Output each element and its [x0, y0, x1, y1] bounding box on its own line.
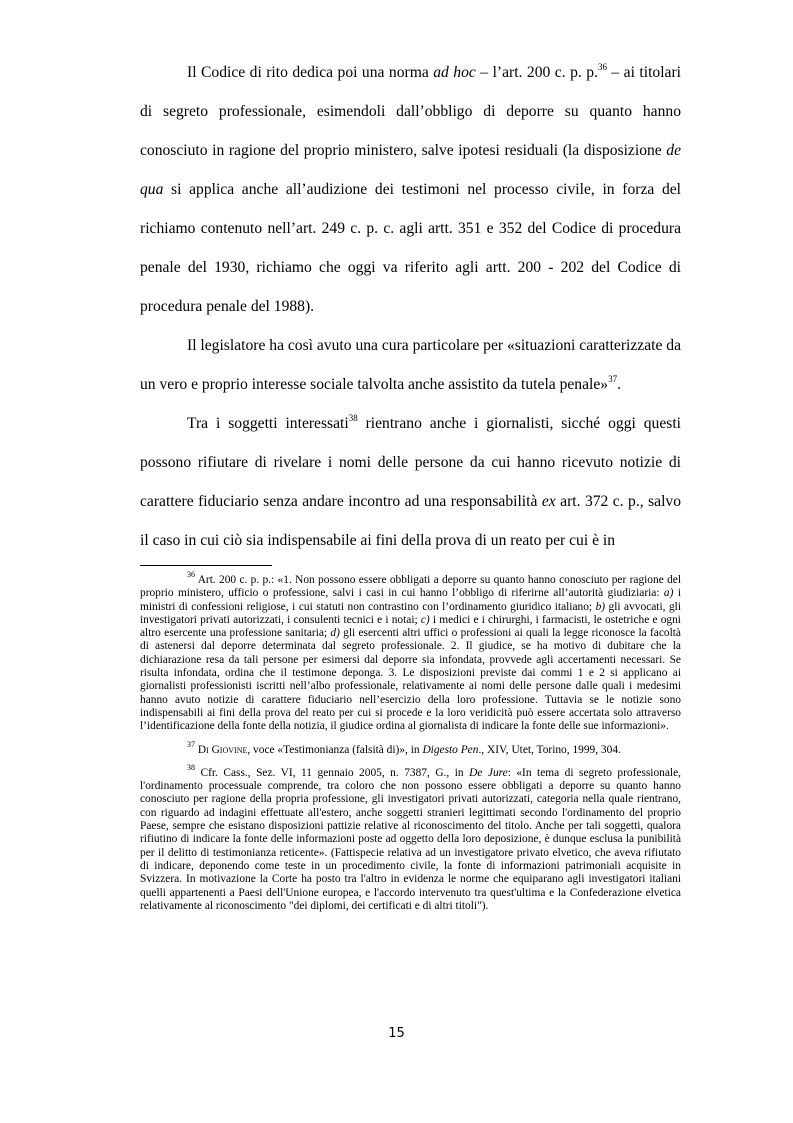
page-number: 15	[388, 1026, 405, 1041]
footnote-38: $^{38}$ Cfr. Cass., Sez. VI, 11 gennaio 2005, n. 7387, G., in De Jure: «In tema di segreto professionale, l'ordinamento processuale comprende, tra coloro che non possono essere obbligati a deporre su quanto hanno conosciuto per ragione della propria professione, gli investigatori privati autorizzati, categoria nella quale rientrano, con riguardo ad indagini effettuate all'estero, anche soggetti stranieri legittimati secondo l'ordinamento del proprio Paese, sempre che esistano disposizioni pattizie relative al riconoscimento del titolo. Anche per tali soggetti, qualora rifiutino di indicare la fonte delle informazioni poste ad oggetto della loro deposizione, è dunque esclusa la punibilità per il delitto di testimonianza reticente». (Fattispecie relativa ad un investigatore privato elvetico, che aveva rifiutato di indicare, deponendo come teste in un procedimento civile, la fonte di informazioni patrimoniali acquisite in Svizzera. In motivazione la Corte ha posto tra l'altro in evidenza le norme che equiparano agli investigatori italiani quelli appartenenti a Paesi dell'Unione europea, e l'accordo intervenuto tra quest'ultima e la Confederazione elvetica relativamente al riconoscimento "dei diplomi, dei certificati e di altri titoli").	[140, 763, 681, 912]
footnote-ref-36[interactable]: 36	[597, 61, 607, 72]
footnote-number: 37	[187, 739, 195, 749]
footnote-number: 36	[187, 570, 195, 580]
footnote-37: $^{37}$ Di Giovine, voce «Testimonianza (falsità di)», in Digesto Pen., XIV, Utet, Torino, 1999, 304.	[187, 739, 621, 756]
footnotes	[140, 570, 681, 923]
footnote-separator	[140, 565, 272, 566]
body-text	[140, 53, 681, 560]
footnote-number: 38	[187, 763, 195, 773]
paragraph-art-200: Il Codice di rito dedica poi una norma ad hoc – l’art. 200 c. p. p.$^{36}$ – ai titolari di segreto professionale, esimendoli dall’obbligo di deporre su quanto hanno conosciuto in ragione del proprio ministero, salve ipotesi residuali (la disposizione de qua si applica anche all’audizione dei testimoni nel processo civile, in forza del richiamo contenuto nell’art. 249 c. p. c. agli artt. 351 e 352 del Codice di procedura penale del 1930, richiamo che oggi va riferito agli artt. 200 - 202 del Codice di procedura penale del 1988).	[140, 61, 681, 315]
author-name: Di Giovine	[195, 743, 248, 756]
footnote-ref-38[interactable]: 38	[348, 412, 358, 423]
paragraph-giornalisti: Tra i soggetti interessati$^{38}$ rientrano anche i giornalisti, sicché oggi questi possono rifiutare di rivelare i nomi delle persone da cui hanno ricevuto notizie di carattere fiduciario senza andare incontro ad una responsabilità ex art. 372 c. p., salvo il caso in cui ciò sia indispensabile ai fini della prova di un reato per cui è in	[140, 412, 682, 549]
paragraph-legislatore: Il legislatore ha così avuto una cura particolare per «situazioni caratterizzate da un vero e proprio interesse sociale talvolta anche assistito da tutela penale»$^{37}$.	[140, 337, 681, 393]
footnote-ref-37[interactable]: 37	[608, 373, 618, 384]
footnote-36: $^{36}$ Art. 200 c. p. p.: «1. Non possono essere obbligati a deporre su quanto hanno conosciuto per ragione del proprio ministero, ufficio o professione, salvi i casi in cui hanno l’obbligo di riferirne all’autorità giudiziaria: a) i ministri di confessioni religiose, i cui statuti non contrastino con l’ordinamento giuridico italiano; b) gli avvocati, gli investigatori privati autorizzati, i consulenti tecnici e i notai; c) i medici e i chirurghi, i farmacisti, le ostetriche e ogni altro esercente una professione sanitaria; d) gli esercenti altri uffici o professioni ai quali la legge riconosce la facoltà di astenersi dal deporre determinata dal segreto professionale. 2. Il giudice, se ha motivo di dubitare che la dichiarazione resa da tali persone per esimersi dal deporre sia infondata, provvede agli accertamenti necessari. Se risulta infondata, ordina che il testimone deponga. 3. Le disposizioni previste dai commi 1 e 2 si applicano ai giornalisti professionisti iscritti nell’albo professionale, relativamente ai nomi delle persone dalle quali i medesimi hanno avuto notizie di carattere fiduciario nell’esercizio della loro professione. Tuttavia se le notizie sono indispensabili ai fini della prova del reato per cui si procede e la loro veridicità può essere accertata solo attraverso l’identificazione della fonte della notizia, il giudice ordina al giornalista di indicare la fonte delle sue informazioni».	[140, 570, 681, 733]
